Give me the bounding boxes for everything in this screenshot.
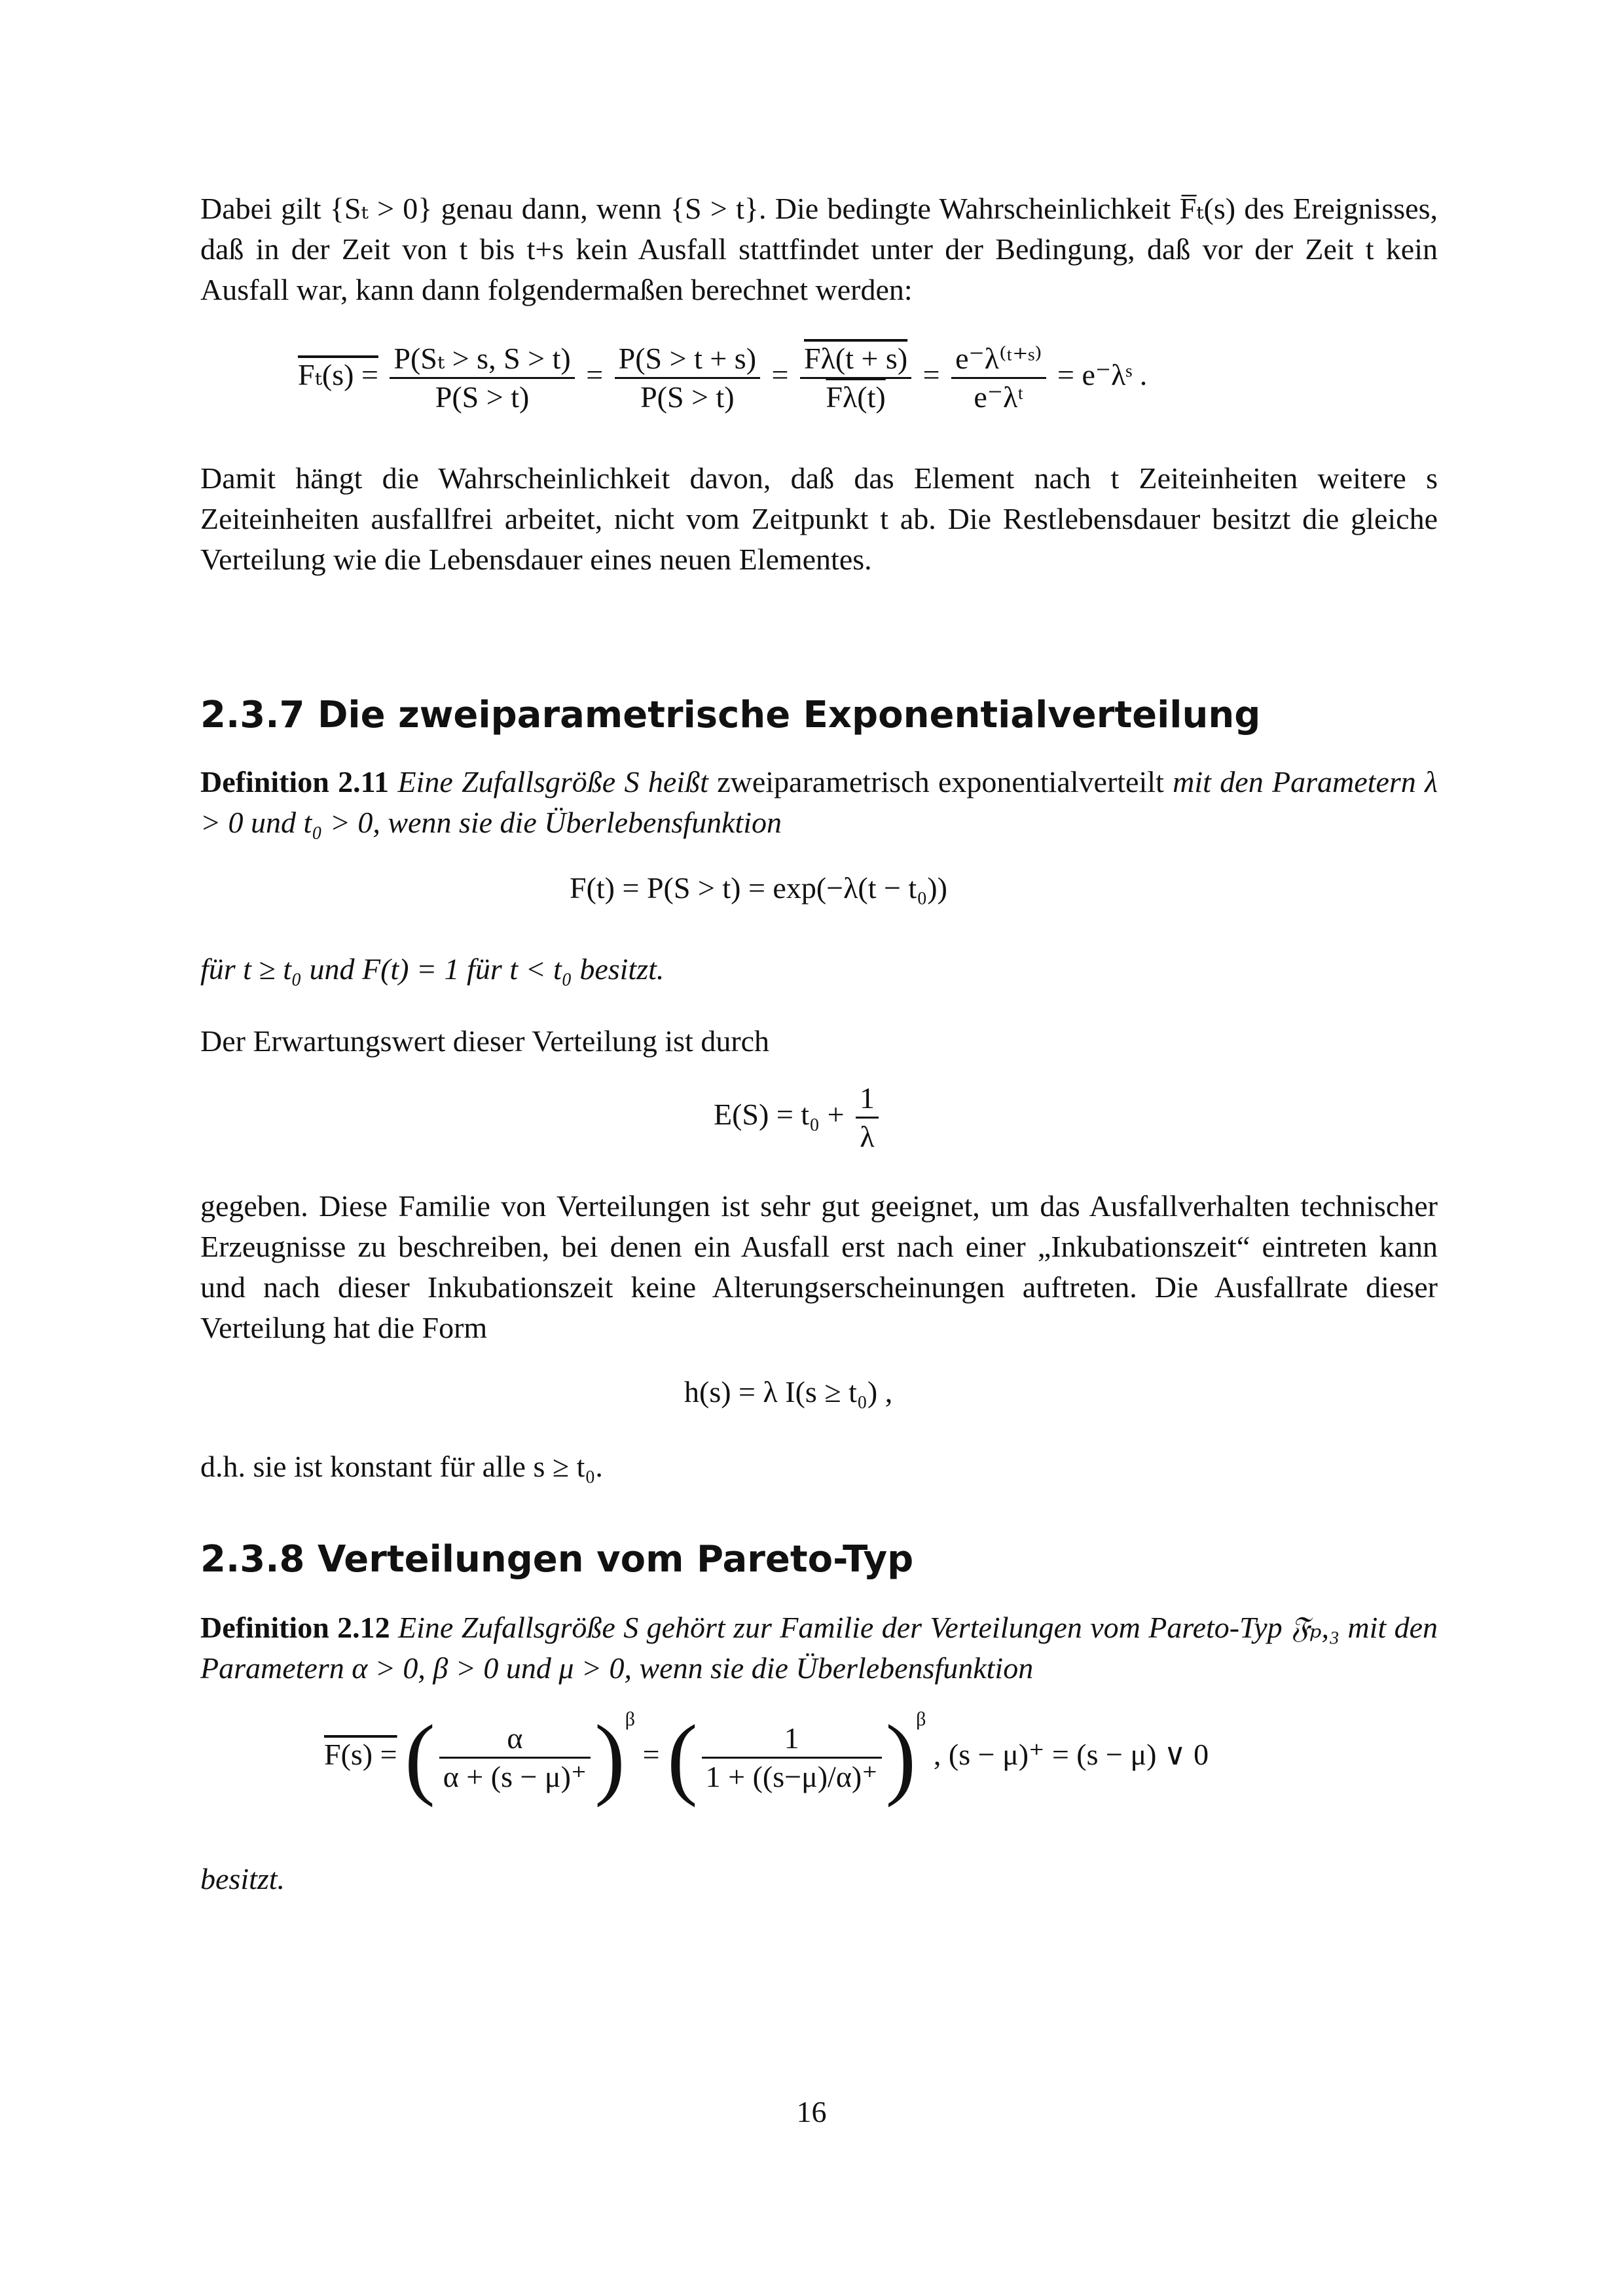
eq1-lhs: Fₜ(s) = <box>298 358 378 392</box>
eq5-f1-den: α + (s − μ)⁺ <box>443 1759 587 1793</box>
definition-2-11-text-c: mit den Parametern λ > 0 und t₀ > 0, wenn sie die Überlebensfunktion <box>200 765 1438 839</box>
paragraph-constant-hazard: d.h. sie ist konstant für alle s ≥ t₀. <box>200 1450 603 1483</box>
definition-2-12-label: Definition 2.12 <box>200 1611 390 1644</box>
eq1-f1-den: P(S > t) <box>435 380 530 414</box>
eq5-exponent-1: β <box>625 1708 636 1730</box>
eq3-num: 1 <box>856 1080 879 1119</box>
eq5-f2-num: 1 <box>702 1720 882 1759</box>
eq5-f1-num: α <box>439 1720 591 1759</box>
eq1-f3-num: Fλ(t + s) <box>800 340 911 379</box>
definition-2-12-text: Eine Zufallsgröße S gehört zur Familie der Verteilungen vom Pareto-Typ 𝔉ₚ,₃ mit den Parametern α > 0, β > 0 und μ > 0, wenn sie die Überlebensfunktion <box>200 1611 1438 1685</box>
eq1-f4-den: e⁻λᵗ <box>974 380 1024 414</box>
eq1-f4-num: e⁻λ⁽ᵗ⁺ˢ⁾ <box>951 340 1046 379</box>
paragraph-besitzt: besitzt. <box>200 1862 285 1895</box>
equation-pareto-survival <box>324 1706 1209 1808</box>
eq1-equals-2: = <box>771 358 789 392</box>
definition-2-11-text-b: zweiparametrisch exponentialverteilt <box>717 765 1164 798</box>
equation-survival-function-exp: F(t) = P(S > t) = exp(−λ(t − t₀)) <box>570 871 947 905</box>
eq1-fraction-3 <box>800 340 911 416</box>
paragraph-memoryless: Damit hängt die Wahrscheinlichkeit davon, daß das Element nach t Zeiteinheiten weitere s Zeiteinheiten ausfallfrei arbeitet, nicht vom Zeitpunkt t ab. Die Restlebensdauer besitzt die gleiche Verteilung wie die Lebensdauer eines neuen Elementes. <box>200 461 1438 576</box>
eq1-rhs: = e⁻λˢ . <box>1057 358 1148 392</box>
eq1-f2-num: P(S > t + s) <box>615 340 760 379</box>
eq1-fraction-1 <box>390 340 574 416</box>
section-heading-2-3-7: 2.3.7 Die zweiparametrische Exponentialverteilung <box>200 694 1261 736</box>
eq5-right-paren-1: ) <box>594 1706 625 1808</box>
paragraph-family-description: gegeben. Diese Familie von Verteilungen ist sehr gut geeignet, um das Ausfallverhalten technischer Erzeugnisse zu beschreiben, bei denen ein Ausfall erst nach einer „Inkubationszeit“ eintreten kann und nach dieser Inkubationszeit keine Alterungserscheinungen auftreten. Die Ausfallrate dieser Verteilung hat die Form <box>200 1189 1438 1344</box>
eq5-tail: , (s − μ)⁺ = (s − μ) ∨ 0 <box>933 1738 1209 1771</box>
eq1-fraction-4 <box>951 340 1046 416</box>
eq1-f3-den: Fλ(t) <box>826 380 886 414</box>
eq3-lhs: E(S) = t₀ + <box>714 1098 845 1132</box>
paragraph-definition-end: für t ≥ t₀ und F(t) = 1 für t < t₀ besitzt. <box>200 952 665 986</box>
eq5-f2-den: 1 + ((s−μ)/α)⁺ <box>705 1759 878 1793</box>
eq5-fraction-1 <box>439 1720 591 1795</box>
eq5-fraction-2 <box>702 1720 882 1795</box>
eq1-fraction-2 <box>615 340 760 416</box>
equation-hazard-rate: h(s) = λ I(s ≥ t₀) , <box>684 1375 893 1408</box>
eq1-equals-3: = <box>922 358 940 392</box>
eq5-right-paren-2: ) <box>885 1706 917 1808</box>
eq3-den: λ <box>860 1120 875 1153</box>
eq5-exponent-2: β <box>916 1708 926 1730</box>
paragraph-expectation-intro: Der Erwartungswert dieser Verteilung ist durch <box>200 1024 770 1058</box>
eq5-equals: = <box>642 1738 660 1771</box>
eq1-f1-num: P(Sₜ > s, S > t) <box>390 340 574 379</box>
definition-2-11-label: Definition 2.11 <box>200 765 390 798</box>
eq1-f2-den: P(S > t) <box>640 380 735 414</box>
page-number: 16 <box>796 2095 827 2128</box>
equation-conditional-survival <box>298 340 1147 416</box>
eq1-equals-1: = <box>586 358 604 392</box>
definition-2-11 <box>200 762 1438 843</box>
section-heading-2-3-8: 2.3.8 Verteilungen vom Pareto-Typ <box>200 1538 914 1581</box>
definition-2-11-text-a: Eine Zufallsgröße S heißt <box>397 765 708 798</box>
definition-2-12 <box>200 1607 1438 1689</box>
eq5-lhs: F(s) = <box>324 1738 397 1771</box>
paragraph-intro: Dabei gilt {Sₜ > 0} genau dann, wenn {S > t}. Die bedingte Wahrscheinlichkeit F̅ₜ(s) des Ereignisses, daß in der Zeit von t bis t+s kein Ausfall stattfindet unter der Bedingung, daß vor der Zeit t kein Ausfall war, kann dann folgendermaßen berechnet werden: <box>200 192 1438 306</box>
eq3-fraction <box>856 1080 879 1155</box>
eq5-left-paren-1: ( <box>405 1706 435 1808</box>
equation-expectation <box>714 1080 883 1155</box>
eq5-left-paren-2: ( <box>667 1706 698 1808</box>
